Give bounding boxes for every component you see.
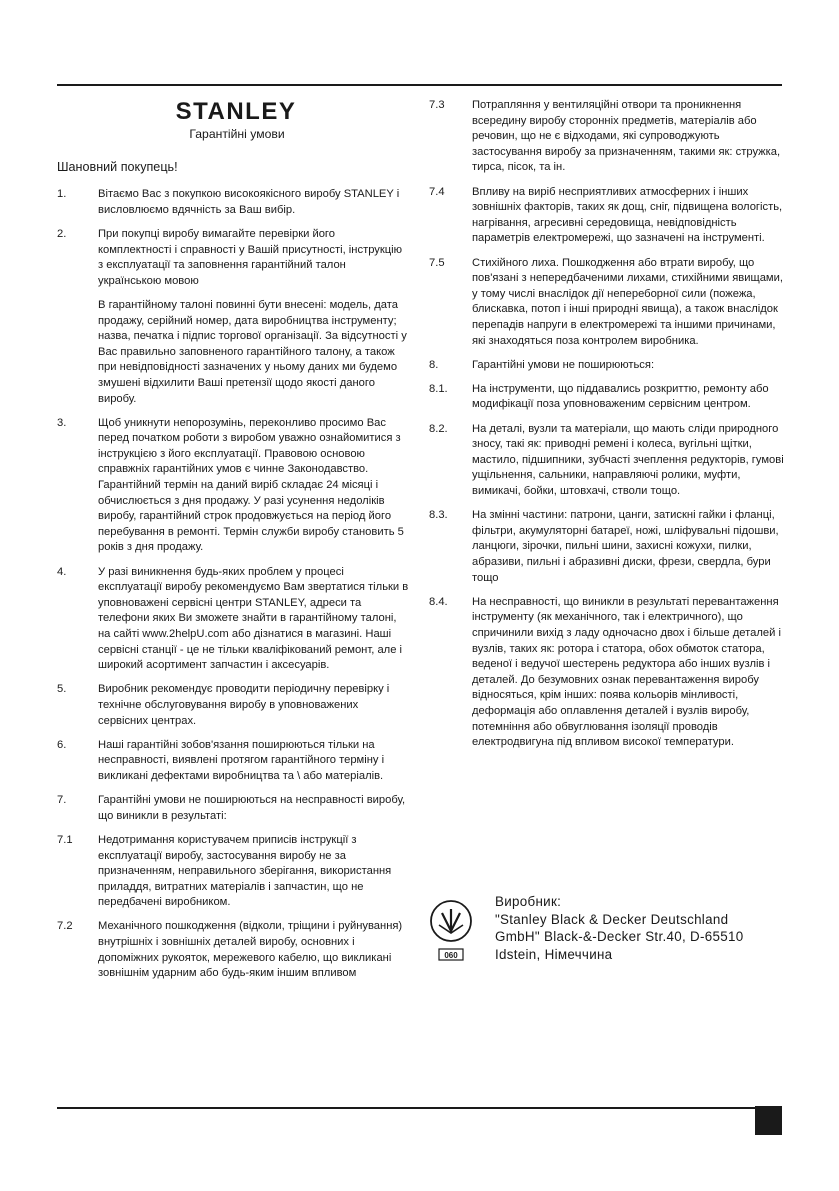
mark-code: 060 xyxy=(444,951,458,960)
logo-wrap xyxy=(57,98,409,125)
item-number: 8.2. xyxy=(429,422,448,435)
list-item xyxy=(429,508,784,586)
item-text: Виробник рекомендує проводити періодичну перевірку і технічне обслуговування виробу в уповноважених сервісних центрах. xyxy=(98,683,390,727)
item-text: Стихійного лиха. Пошкодження або втрати виробу, що пов'язані з непередбаченими лихами, стихійними явищами, у тому числі внаслідок дії непереборної сили (пожежа, блискавка, потоп і інші природні явища), а також внаслідок перепадів напруги в електромережі та іншими причинами, які знаходяться поза контролем виробника. xyxy=(472,256,783,347)
stanley-logo: STANLEY xyxy=(175,98,297,125)
item-number: 1. xyxy=(57,188,67,201)
list-item xyxy=(57,227,409,289)
item-number: 6. xyxy=(57,738,67,751)
item-text: На деталі, вузли та матеріали, що мають сліди природного зносу, такі як: приводні ремені і колеса, вугільні щітки, мастило, підшипники, зубчасті зчеплення редукторів, гумові ущільнення, сальники, направляючі ролики, муфти, вимикачі, бойки, штовхачі, стволи тощо. xyxy=(472,422,784,498)
greeting: Шановний покупець! xyxy=(57,159,178,174)
left-column xyxy=(57,98,409,990)
list-item xyxy=(57,738,409,785)
item-number xyxy=(57,298,98,407)
item-number: 2. xyxy=(57,227,67,240)
top-rule xyxy=(57,84,782,86)
list-item xyxy=(429,98,784,176)
item-text: У разі виникнення будь-яких проблем у процесі експлуатації виробу рекомендуємо Вам звертатися тільки в уповноважені сервісні центри STANLEY, адреси та телефони яких Ви зможете знайти в гарантійному талоні, на сайті www.2helpU.com або дізнатися в магазині. Наші сервісні станції - це не тільки кваліфікований ремонт, але і широкий асортимент запчастин і аксесуарів. xyxy=(98,565,409,672)
item-number: 8.4. xyxy=(429,595,448,608)
item-number: 7.4 xyxy=(429,185,445,198)
list-item xyxy=(57,682,409,729)
manufacturer-label: Виробник: xyxy=(495,894,562,909)
item-text: Потрапляння у вентиляційні отвори та проникнення всередину виробу сторонніх предметів, матеріалів або речовин, що не є відходами, які супроводжують застосування виробу за призначенням, такими як: стружка, тирса, пісок, та ін. xyxy=(472,99,781,174)
item-number: 7. xyxy=(57,794,67,807)
item-number: 8.3. xyxy=(429,509,448,522)
manufacturer-block xyxy=(429,893,789,973)
list-item xyxy=(57,793,409,824)
item-text: На змінні частини: патрони, цанги, затискні гайки і фланці, фільтри, акумуляторні батареї, ножі, шліфувальні підошви, ланцюги, зірочки, пильні шини, захисні кожухи, пилки, абразиви, пильні і абразивні диски, фрези, свердла, бури тощо xyxy=(472,509,779,584)
item-text: Механічного пошкодження (відколи, тріщини і руйнування) внутрішніх і зовнішніх деталей виробу, основних і допоміжних рукояток, мережевого кабелю, що викликані зовнішнім ударним або будь-яким іншим впливом xyxy=(98,920,403,980)
list-item xyxy=(57,416,409,556)
manufacturer-line-1: "Stanley Black & Decker Deutschland xyxy=(495,911,729,927)
list-item xyxy=(429,256,784,350)
list-item xyxy=(57,833,409,911)
item-number: 7.5 xyxy=(429,256,445,269)
item-text: На несправності, що виникли в результаті перевантаження інструменту (як механічного, так і електричного), що спричинили вихід з ладу одночасно двох і більше деталей і вузлів, таких як: ротора і статора, обох обмоток статора, веденої і ведучої шестерень редуктора або інших вузлів і деталей. До безумовних ознак перевантаження виробу відносяться, крім інших: поява кольорів мінливості, деформація або оплавлення деталей і вузлів виробу, потемніння або обвуглювання ізоляції проводів електродвигуна під впливом високої температури. xyxy=(472,595,781,749)
list-item xyxy=(429,358,784,374)
list-item xyxy=(429,185,784,247)
item-text: Впливу на виріб несприятливих атмосферних і інших зовнішніх факторів, таких як дощ, сніг, підвищена вологість, нагрівання, агресивні середовища, невідповідність параметрів електромережі, що зазначені на інструменті. xyxy=(472,185,783,245)
item-text: Наші гарантійні зобов'язання поширюються тільки на несправності, виявлені протягом гарантійного терміну і викликані дефектами виробництва та \ або матеріалів. xyxy=(98,738,385,782)
item-text: Вітаємо Вас з покупкою високоякісного виробу STANLEY і висловлюємо вдячність за Ваш вибір. xyxy=(98,188,400,216)
item-text: При покупці виробу вимагайте перевірки його комплектності і справності у Вашій присутності, інструкцію з експлуатації та заповнення гарантійний талон українською мовою xyxy=(98,227,403,287)
item-number: 8.1. xyxy=(429,382,448,395)
manufacturer-text xyxy=(495,893,743,963)
item-number: 5. xyxy=(57,683,67,696)
item-text: Щоб уникнути непорозумінь, переконливо просимо Вас перед початком роботи з виробом уважно ознайомитися з інструкцією з його експлуатації. Правовою основою справжніх гарантійних умов є чинне Законодавство. Гарантійний термін на даний виріб складає 24 місяці і обчислюється з дня продажу. У разі усунення недоліків виробу, гарантійний строк продовжується на період його перебування в ремонті. Термін служби виробу становить 5 років з дня продажу. xyxy=(98,416,404,554)
manufacturer-line-2: GmbH" Black-&-Decker Str.40, D-65510 xyxy=(495,929,744,945)
page-title: Гарантійні умови xyxy=(189,127,285,141)
item-number: 8. xyxy=(429,358,439,371)
list-item xyxy=(57,565,409,674)
page-tab-marker xyxy=(755,1106,782,1135)
certification-mark-icon xyxy=(429,899,473,965)
manufacturer-line-3: Idstein, Німеччина xyxy=(495,946,613,962)
list-item xyxy=(57,919,409,981)
item-number: 7.1 xyxy=(57,833,73,846)
right-column xyxy=(429,98,784,759)
item-number: 4. xyxy=(57,565,67,578)
list-item xyxy=(57,298,409,407)
item-number: 7.3 xyxy=(429,99,445,111)
item-number: 7.2 xyxy=(57,920,73,933)
list-item xyxy=(429,422,784,500)
item-text: В гарантійному талоні повинні бути внесені: модель, дата продажу, серійний номер, дата виробництва інструменту; назва, печатка і підпис торгової організації. За відсутності у Вас правильно заповненого гарантійного талону, а також при невідповідності зазначених у ньому даних ми будемо змушені відхилити Ваші претензії щодо якості даного виробу. xyxy=(98,298,407,405)
item-text: Гарантійні умови не поширюються: xyxy=(472,358,655,371)
item-text: На інструменти, що піддавались розкриттю, ремонту або модифікації поза уповноваженим сервісним центром. xyxy=(472,382,769,411)
item-number: 3. xyxy=(57,416,67,429)
list-item xyxy=(57,187,409,218)
list-item xyxy=(429,382,784,413)
bottom-rule xyxy=(57,1107,759,1109)
item-text: Недотримання користувачем приписів інструкції з експлуатації виробу, застосування виробу не за призначенням, неправильного зберігання, використання приладдя, витратних матеріалів і запчастин, що не передбачені виробником. xyxy=(98,833,392,909)
item-text: Гарантійні умови не поширюються на несправності виробу, що виникли в результаті: xyxy=(98,794,406,822)
list-item xyxy=(429,595,784,751)
